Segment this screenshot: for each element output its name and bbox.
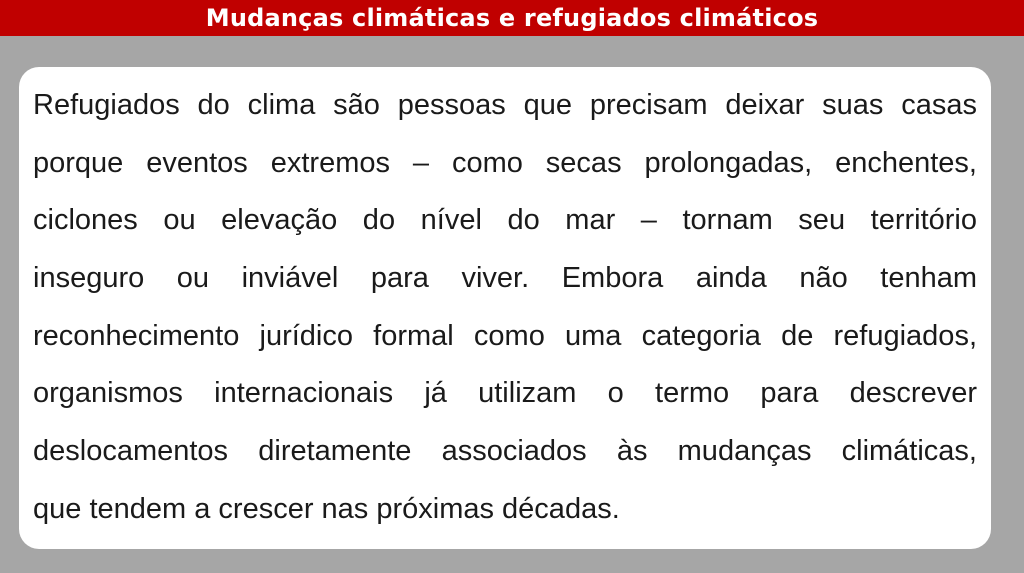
paragraph-line: que tendem a crescer nas próximas décadas. [33,492,620,525]
body-paragraph [33,89,977,551]
page-title: Mudanças climáticas e refugiados climáticos [205,4,819,32]
paragraph-line: deslocamentos diretamente associados às mudanças climáticas, [33,435,977,468]
paragraph-line: inseguro ou inviável para viver. Embora ainda não tenham [33,262,977,295]
paragraph-line: organismos internacionais já utilizam o termo para descrever [33,377,977,410]
paragraph-line: Refugiados do clima são pessoas que precisam deixar suas casas [33,89,977,121]
paragraph-line: reconhecimento jurídico formal como uma categoria de refugiados, [33,319,977,352]
content-card [19,67,991,549]
title-banner [0,0,1024,36]
paragraph-line: ciclones ou elevação do nível do mar – tornam seu território [33,204,977,237]
paragraph-line: porque eventos extremos – como secas prolongadas, enchentes, [33,146,977,179]
